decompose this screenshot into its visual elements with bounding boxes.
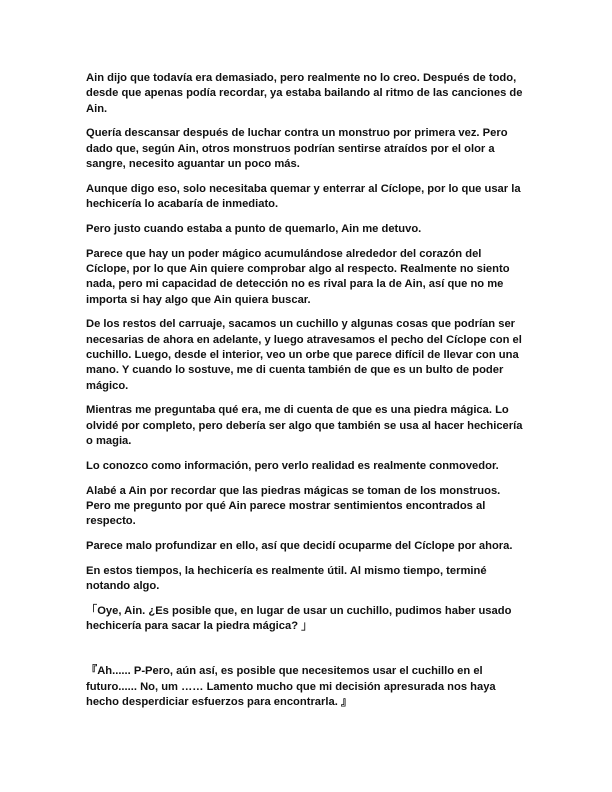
dialogue-line: 「Oye, Ain. ¿Es posible que, en lugar de usar un cuchillo, pudimos haber usado hechicería para sacar la piedra mágica? 」 (86, 604, 512, 633)
paragraph: Pero justo cuando estaba a punto de quemarlo, Ain me detuvo. (86, 222, 422, 235)
dialogue-line: 『Ah...... P-Pero, aún así, es posible que necesitemos usar el cuchillo en el futuro...... No, um …… Lamento mucho que mi decisión apresurada nos haya hecho desperdiciar esfuerzos para encontrarla. 』 (86, 665, 496, 708)
paragraph: Parece que hay un poder mágico acumulándose alrededor del corazón del Cíclope, por lo que Ain quiere comprobar algo al respecto. Realmente no siento nada, pero mi capacidad de detección no es rival para la de Ain, así que no me importa si hay algo que Ain quiera buscar. (86, 247, 510, 306)
paragraph: En estos tiempos, la hechicería es realmente útil. Al mismo tiempo, terminé notando algo. (86, 564, 487, 593)
paragraph: Aunque digo eso, solo necesitaba quemar y enterrar al Cíclope, por lo que usar la hechicería lo acabaría de inmediato. (86, 182, 521, 211)
paragraph: Alabé a Ain por recordar que las piedras mágicas se toman de los monstruos. Pero me pregunto por qué Ain parece mostrar sentimientos encontrados al respecto. (86, 484, 501, 528)
paragraph: Mientras me preguntaba qué era, me di cuenta de que es una piedra mágica. Lo olvidé por completo, pero debería ser algo que también se usa al hacer hechicería o magia. (86, 404, 523, 447)
paragraph: Quería descansar después de luchar contra un monstruo por primera vez. Pero dado que, según Ain, otros monstruos podrían sentirse atraídos por el olor a sangre, necesito aguantar un poco más. (86, 127, 508, 170)
document-body (86, 71, 526, 720)
paragraph: De los restos del carruaje, sacamos un cuchillo y algunas cosas que podrían ser necesarias de ahora en adelante, y luego atravesamos el pecho del Cíclope con el cuchillo. Luego, desde el interior, veo un orbe que parece difícil de llevar con una mano. Y cuando lo sostuve, me di cuenta también de que es un bulto de poder mágico. (86, 318, 522, 392)
paragraph: Ain dijo que todavía era demasiado, pero realmente no lo creo. Después de todo, desde que apenas podía recordar, ya estaba bailando al ritmo de las canciones de Ain. (86, 72, 523, 115)
paragraph: Lo conozco como información, pero verlo realidad es realmente conmovedor. (86, 459, 499, 472)
paragraph: Parece malo profundizar en ello, así que decidí ocuparme del Cíclope por ahora. (86, 539, 513, 552)
